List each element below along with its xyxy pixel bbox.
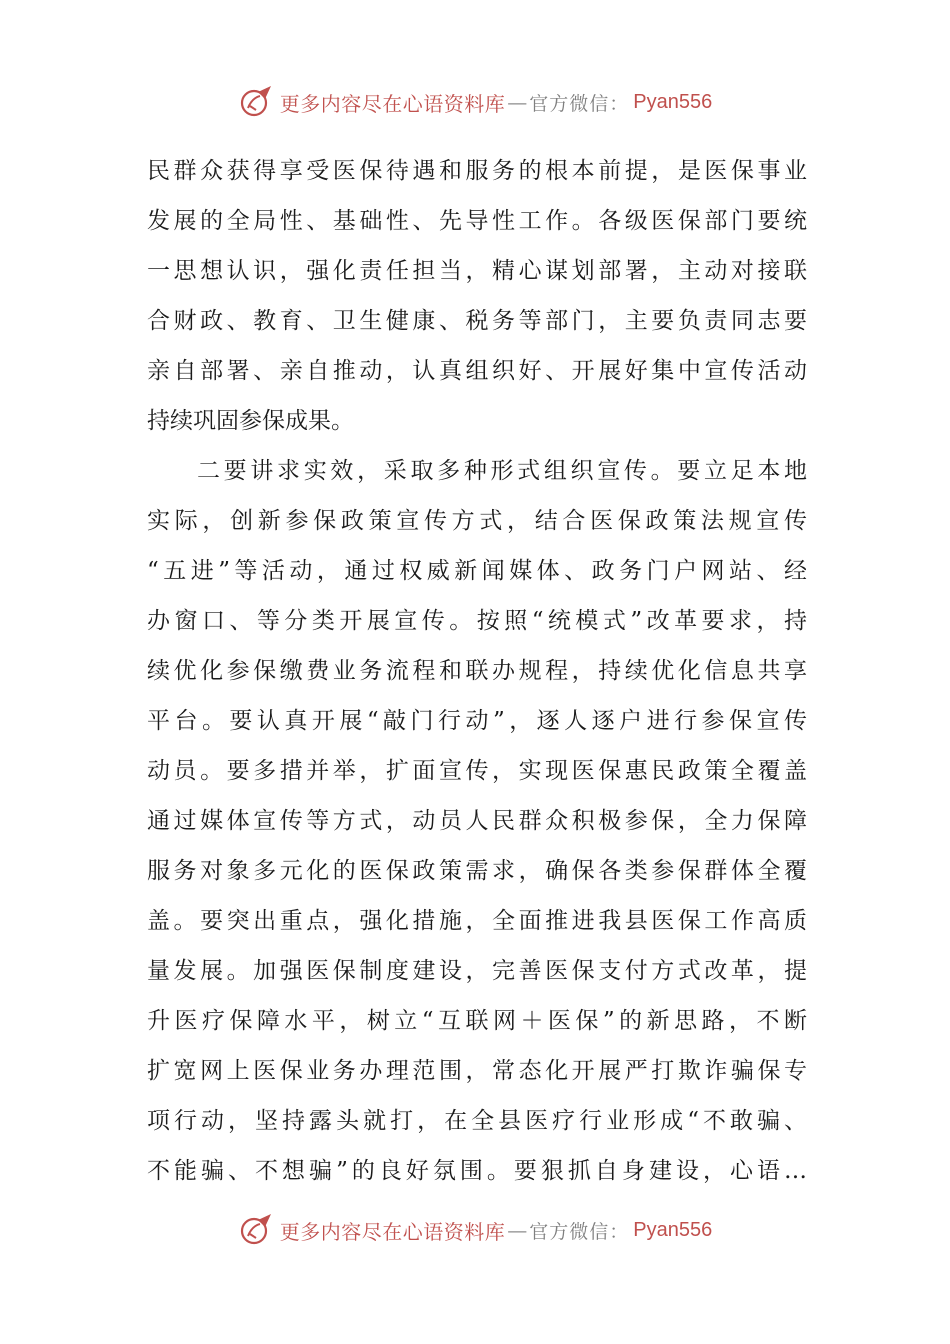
text-line: 平台。要认真开展“敲门行动”，逐人逐户进行参保宣传 (147, 708, 807, 734)
text-line: 不能骗、不想骗”的良好氛围。要狠抓自身建设，心语… (147, 1158, 807, 1184)
text-line: 持续巩固参保成果。 (147, 408, 354, 434)
text-line: 一思想认识，强化责任担当，精心谋划部署，主动对接联 (147, 258, 807, 284)
text-line: 二要讲求实效，采取多种形式组织宣传。要立足本地 (197, 458, 807, 484)
document-body (147, 146, 807, 1196)
text-line: 发展的全局性、基础性、先导性工作。各级医保部门要统 (147, 208, 807, 234)
paragraph-1 (147, 146, 807, 446)
watermark-brand: 更多内容尽在心语资料库 (279, 91, 506, 116)
watermark-brand: 更多内容尽在心语资料库 (279, 1219, 506, 1244)
text-line: 通过媒体宣传等方式，动员人民群众积极参保，全力保障 (147, 808, 807, 834)
watermark-account: Pyan556 (633, 90, 713, 113)
text-line: 盖。要突出重点，强化措施，全面推进我县医保工作高质 (147, 908, 807, 934)
text-line: 合财政、教育、卫生健康、税务等部门，主要负责同志要 (147, 308, 807, 334)
paragraph-2 (147, 446, 807, 1196)
text-line: 升医疗保障水平，树立“互联网＋医保”的新思路，不断 (147, 1008, 807, 1034)
text-line: 实际，创新参保政策宣传方式，结合医保政策法规宣传 (147, 508, 807, 534)
header-watermark (0, 82, 950, 122)
text-line: 项行动，坚持露头就打，在全县医疗行业形成“不敢骗、 (147, 1108, 807, 1134)
text-line: 民群众获得享受医保待遇和服务的根本前提，是医保事业 (147, 158, 807, 184)
text-line: 服务对象多元化的医保政策需求，确保各类参保群体全覆 (147, 858, 807, 884)
watermark-label: 官方微信： (529, 92, 630, 115)
text-line: 续优化参保缴费业务流程和联办规程，持续优化信息共享 (147, 658, 807, 684)
text-line: 办窗口、等分类开展宣传。按照“统模式”改革要求，持 (147, 608, 807, 634)
pen-logo-icon (238, 84, 274, 120)
watermark-separator: — (507, 90, 528, 114)
text-line: 量发展。加强医保制度建设，完善医保支付方式改革，提 (147, 958, 807, 984)
footer-watermark (0, 1210, 950, 1250)
watermark-account: Pyan556 (633, 1218, 713, 1241)
text-line: “五进”等活动，通过权威新闻媒体、政务门户网站、经 (147, 558, 807, 584)
watermark-separator: — (507, 1218, 528, 1242)
text-line: 扩宽网上医保业务办理范围，常态化开展严打欺诈骗保专 (147, 1058, 807, 1084)
text-line: 动员。要多措并举，扩面宣传，实现医保惠民政策全覆盖 (147, 758, 807, 784)
watermark-label: 官方微信： (529, 1220, 630, 1243)
pen-logo-icon (238, 1212, 274, 1248)
text-line: 亲自部署、亲自推动，认真组织好、开展好集中宣传活动 (147, 358, 807, 384)
